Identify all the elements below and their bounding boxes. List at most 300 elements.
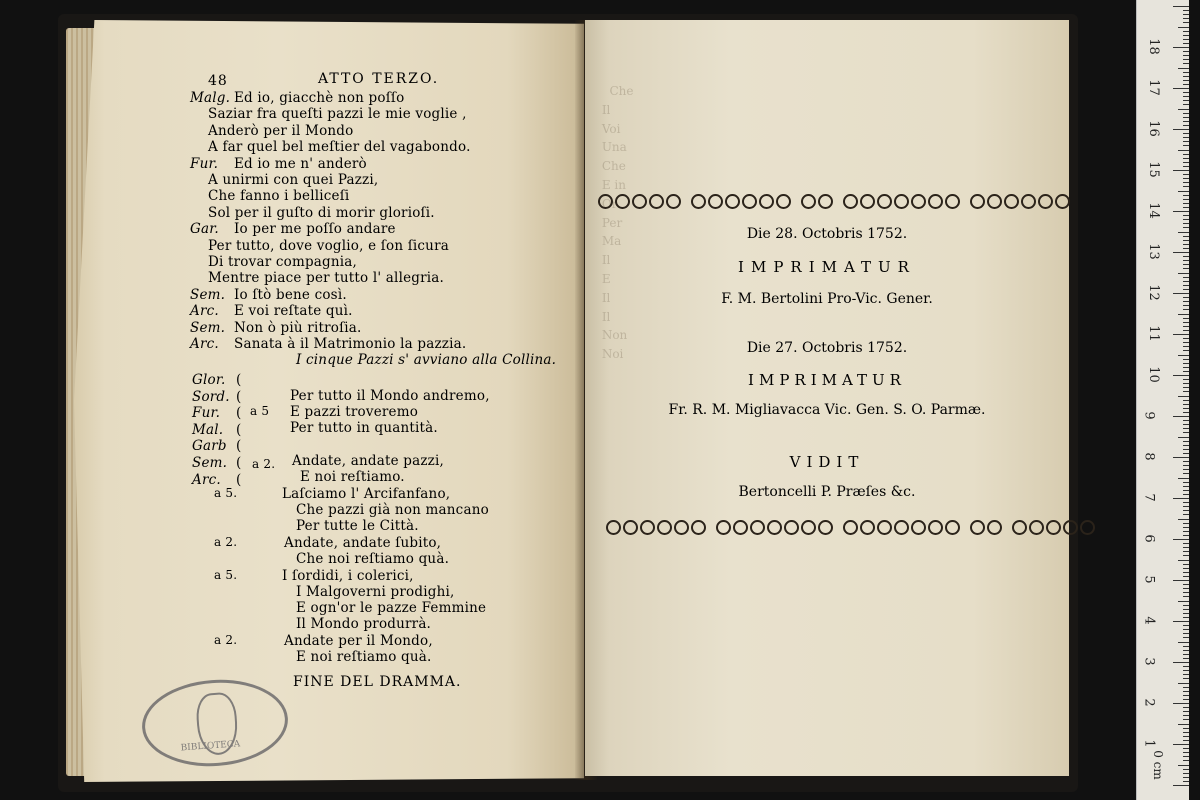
ruler-tick <box>1183 236 1189 237</box>
ruler-number: 2 <box>1141 698 1157 707</box>
ruler-tick <box>1183 547 1189 548</box>
ruler-tick <box>1183 285 1189 286</box>
ornament-ring <box>742 194 757 209</box>
ruler-tick <box>1183 391 1189 392</box>
brace-mark: ( <box>236 471 242 488</box>
ruler-tick <box>1183 359 1189 360</box>
ruler-tick <box>1178 478 1189 479</box>
dialogue-line: Di trovar compagnia, <box>208 254 358 270</box>
ruler-tick <box>1178 519 1189 520</box>
ruler-tick <box>1183 740 1189 741</box>
running-header: ATTO TERZO. <box>318 71 440 87</box>
chorus-speaker: Glor. <box>192 372 226 388</box>
ruler-tick <box>1183 145 1189 146</box>
ruler-tick <box>1183 629 1189 630</box>
chorus-line: Che noi reſtiamo quà. <box>296 551 450 567</box>
ruler-tick <box>1183 781 1189 782</box>
ornament-ring <box>945 194 960 209</box>
ruler-number: 1 <box>1141 739 1157 748</box>
ruler-tick <box>1183 633 1189 634</box>
ornament-ring <box>716 520 731 535</box>
ornament-ring <box>911 520 926 535</box>
ornament-ring <box>945 520 960 535</box>
chorus-mark: a 5 <box>250 404 270 418</box>
ornament-ring <box>987 520 1002 535</box>
speaker-name: Sem. <box>190 286 226 303</box>
ornament-ring <box>1055 194 1070 209</box>
ornament-ring <box>1080 520 1095 535</box>
ruler-tick <box>1173 580 1189 581</box>
ornament-ring <box>818 520 833 535</box>
ruler-tick <box>1183 346 1189 347</box>
ruler-tick <box>1183 756 1189 757</box>
ruler-tick <box>1183 502 1189 503</box>
ornament-ring <box>759 194 774 209</box>
dialogue-line: Anderò per il Mondo <box>208 122 354 139</box>
ruler-tick <box>1183 264 1189 265</box>
ornament-ring <box>640 520 655 535</box>
ruler-tick <box>1183 199 1189 200</box>
ruler-tick <box>1183 613 1189 614</box>
ornament-gap <box>962 522 968 533</box>
ornament-ring <box>674 520 689 535</box>
show-through-text: Che Il Voi Una Che E in Or Per Ma Il E Il Il Non Noi <box>601 84 634 362</box>
ruler-number: 4 <box>1141 616 1157 625</box>
stamp-text: BIBLIOTECA <box>180 739 241 754</box>
ruler-tick <box>1183 178 1189 179</box>
ruler-tick <box>1183 43 1189 44</box>
ruler-tick <box>1183 104 1189 105</box>
ruler-tick <box>1173 375 1189 376</box>
ruler-tick <box>1183 330 1189 331</box>
ruler-tick <box>1173 744 1189 745</box>
ruler-tick <box>1183 736 1189 737</box>
ruler-tick <box>1183 711 1189 712</box>
ruler-tick <box>1183 342 1189 343</box>
ruler-tick <box>1173 293 1189 294</box>
part-marker: a 5. <box>214 486 238 500</box>
ruler-tick <box>1178 355 1189 356</box>
ruler-tick <box>1183 523 1189 524</box>
ruler-tick <box>1183 240 1189 241</box>
ruler-tick <box>1183 564 1189 565</box>
ruler-tick <box>1183 31 1189 32</box>
ruler-number: 3 <box>1141 657 1157 666</box>
imprimatur-2: IMPRIMATUR <box>748 371 906 389</box>
ornament-ring <box>615 194 630 209</box>
ruler-number: 12 <box>1145 284 1161 301</box>
ruler-tick <box>1183 707 1189 708</box>
ruler-tick <box>1183 531 1189 532</box>
page-number: 48 <box>208 73 228 89</box>
ruler-tick <box>1183 371 1189 372</box>
ruler-tick <box>1183 227 1189 228</box>
ruler-tick <box>1183 428 1189 429</box>
ruler-tick <box>1183 96 1189 97</box>
ruler-tick <box>1173 6 1189 7</box>
ornament-gap <box>835 522 841 533</box>
speaker-name: Arc. <box>190 303 219 320</box>
ruler-tick <box>1183 162 1189 163</box>
ornament-ring <box>1038 194 1053 209</box>
ruler-tick <box>1173 662 1189 663</box>
ornament-gap <box>683 196 689 207</box>
date-2: Die 27. Octobris 1752. <box>746 340 908 356</box>
ornament-ring <box>877 520 892 535</box>
ornament-ring <box>894 520 909 535</box>
ruler-tick <box>1178 683 1189 684</box>
ruler-tick <box>1183 182 1189 183</box>
speaker-name: Arc. <box>190 336 219 352</box>
ruler-tick <box>1183 506 1189 507</box>
ruler-tick <box>1183 72 1189 73</box>
ruler-tick <box>1183 158 1189 159</box>
ruler-tick <box>1183 137 1189 138</box>
ruler-number: 14 <box>1145 202 1161 219</box>
ruler-tick <box>1183 617 1189 618</box>
chorus-line: E ogn'or le pazze Femmine <box>296 600 487 616</box>
ruler-tick <box>1183 445 1189 446</box>
chorus-speaker: Sord. <box>192 388 230 405</box>
ornament-ring <box>970 520 985 535</box>
ruler-number: 5 <box>1141 575 1157 584</box>
ruler-tick <box>1173 539 1189 540</box>
ruler-tick <box>1178 150 1189 151</box>
ruler-tick <box>1183 473 1189 474</box>
ruler-tick <box>1178 396 1189 397</box>
ruler-tick <box>1183 14 1189 15</box>
ornament-ring <box>666 194 681 209</box>
chorus-line: Laſciamo l' Arcifanfano, <box>282 486 451 502</box>
ruler-tick <box>1183 215 1189 216</box>
ruler-tick <box>1183 728 1189 729</box>
ruler-tick <box>1183 408 1189 409</box>
ornament-ring <box>987 194 1002 209</box>
ruler-tick <box>1183 289 1189 290</box>
dialogue-line: Saziar fra queſti pazzi le mie voglie , <box>208 106 467 123</box>
ruler-tick <box>1183 441 1189 442</box>
ornament-ring <box>970 194 985 209</box>
ruler-tick <box>1183 305 1189 306</box>
ruler-tick <box>1183 256 1189 257</box>
ruler-tick <box>1178 314 1189 315</box>
ornament-ring <box>801 194 816 209</box>
ruler-tick <box>1183 195 1189 196</box>
ruler-tick <box>1183 424 1189 425</box>
ornament-ring <box>877 194 892 209</box>
ruler-tick <box>1183 543 1189 544</box>
ruler-tick <box>1183 39 1189 40</box>
ruler-tick <box>1183 469 1189 470</box>
ruler-tick <box>1183 281 1189 282</box>
ruler-tick <box>1183 322 1189 323</box>
ruler-tick <box>1183 100 1189 101</box>
ruler-tick <box>1183 166 1189 167</box>
speaker-name: Malg. <box>190 90 231 106</box>
ruler-tick <box>1183 113 1189 114</box>
ornament-gap <box>1004 522 1010 533</box>
ornament-gap <box>793 196 799 207</box>
ruler-tick <box>1183 412 1189 413</box>
ruler-tick <box>1183 244 1189 245</box>
chorus-line: Andate, andate pazzi, <box>292 453 444 469</box>
vidit-heading: VIDIT <box>789 453 865 471</box>
ornament-ring <box>649 194 664 209</box>
ruler-tick <box>1183 55 1189 56</box>
ruler-number: 16 <box>1145 120 1161 137</box>
ruler-tick <box>1183 141 1189 142</box>
ruler-tick <box>1183 535 1189 536</box>
brace-mark: ( <box>236 455 242 471</box>
ruler-number: 6 <box>1141 534 1157 543</box>
ornament-ring <box>750 520 765 535</box>
ornament-ring <box>1063 520 1078 535</box>
ruler-tick <box>1183 432 1189 433</box>
signer-1: F. M. Bertolini Pro-Vic. Gener. <box>721 291 933 307</box>
chorus-mark: a 2. <box>252 457 276 471</box>
ruler-tick <box>1183 63 1189 64</box>
ornament-gap <box>708 522 714 533</box>
chorus-line: Andate per il Mondo, <box>284 633 433 649</box>
ruler-tick <box>1183 92 1189 93</box>
ruler-tick <box>1183 777 1189 778</box>
ruler-tick <box>1183 59 1189 60</box>
ruler-number: 10 <box>1145 366 1161 383</box>
ornament-ring <box>725 194 740 209</box>
dialogue-line: Ed io, giacchè non poſſo <box>234 90 405 106</box>
ruler-tick <box>1173 334 1189 335</box>
speaker-name: Sem. <box>190 319 226 336</box>
ruler-tick <box>1183 572 1189 573</box>
ruler-tick <box>1183 277 1189 278</box>
ruler-tick <box>1183 219 1189 220</box>
ruler-tick <box>1183 609 1189 610</box>
ornament-ring <box>691 520 706 535</box>
ruler-number: 15 <box>1145 161 1161 178</box>
ruler-tick <box>1178 68 1189 69</box>
ruler-number: 17 <box>1145 79 1161 96</box>
ornament-ring <box>1012 520 1027 535</box>
ruler-tick <box>1183 687 1189 688</box>
brace-mark: ( <box>236 372 242 388</box>
ornament-ring <box>1004 194 1019 209</box>
chorus-line: Andate, andate ſubito, <box>284 535 442 551</box>
part-marker: a 2. <box>214 535 238 549</box>
dialogue-line: Ed io me n' anderò <box>234 155 367 172</box>
ruler-tick <box>1173 498 1189 499</box>
ruler-tick <box>1183 22 1189 23</box>
ornament-ring <box>632 194 647 209</box>
ruler-tick <box>1183 514 1189 515</box>
ornament-ring <box>623 520 638 535</box>
ornament-ring <box>1046 520 1061 535</box>
ruler-tick <box>1183 387 1189 388</box>
chorus-speaker: Mal. <box>192 421 224 438</box>
ruler-tick <box>1183 551 1189 552</box>
dialogue-line: A far quel bel meſtier del vagabondo. <box>208 139 471 156</box>
ornament-ring <box>657 520 672 535</box>
ornament-top <box>598 190 1070 212</box>
ruler-tick <box>1183 510 1189 511</box>
chorus-line: Che pazzi già non mancano <box>296 502 489 518</box>
ruler-tick <box>1183 301 1189 302</box>
ruler-tick <box>1183 154 1189 155</box>
ruler-tick <box>1183 363 1189 364</box>
dialogue-line: Che fanno i belliceſi <box>208 188 350 205</box>
ruler-tick <box>1178 273 1189 274</box>
ruler-tick <box>1183 769 1189 770</box>
ruler-tick <box>1183 453 1189 454</box>
ruler-tick <box>1183 699 1189 700</box>
ornament-ring <box>911 194 926 209</box>
dialogue-line: Io per me poſſo andare <box>234 221 396 238</box>
ruler-tick <box>1173 47 1189 48</box>
ornament-ring <box>801 520 816 535</box>
dialogue-line: E voi reſtate quì. <box>234 303 353 320</box>
ruler-tick <box>1183 338 1189 339</box>
ruler-number: 7 <box>1141 493 1157 502</box>
dialogue-line: Mentre piace per tutto l' allegria. <box>208 270 445 287</box>
ruler-tick <box>1183 420 1189 421</box>
ruler-number: 9 <box>1141 411 1157 420</box>
ruler-tick <box>1173 252 1189 253</box>
ruler-tick <box>1183 248 1189 249</box>
ruler-tick <box>1178 232 1189 233</box>
ruler-tick <box>1183 486 1189 487</box>
ruler-tick <box>1173 785 1189 786</box>
dialogue-line: Per tutto, dove voglio, e ſon ſicura <box>208 237 449 254</box>
speaker-name: Fur. <box>190 155 219 172</box>
chorus-line: E noi reſtiamo. <box>300 469 405 485</box>
ornament-ring <box>733 520 748 535</box>
ornament-ring <box>776 194 791 209</box>
ruler-number: 8 <box>1141 452 1157 461</box>
dialogue-line: Sol per il guſto di morir glorioſi. <box>208 204 435 221</box>
ruler-tick <box>1183 383 1189 384</box>
ruler-tick <box>1178 27 1189 28</box>
ruler-number: 18 <box>1145 38 1161 55</box>
ruler-tick <box>1178 109 1189 110</box>
date-1: Die 28. Octobris 1752. <box>746 226 908 242</box>
ruler-tick <box>1173 416 1189 417</box>
ruler-tick <box>1178 191 1189 192</box>
ornament-bottom <box>606 516 1095 538</box>
ruler-tick <box>1183 527 1189 528</box>
ruler-tick <box>1183 223 1189 224</box>
ornament-gap <box>962 196 968 207</box>
ruler-tick <box>1183 596 1189 597</box>
signer-3: Bertoncelli P. Præſes &c. <box>738 484 916 500</box>
ornament-ring <box>767 520 782 535</box>
ruler-number: 11 <box>1145 325 1161 342</box>
ruler-tick <box>1183 678 1189 679</box>
chorus-speaker: Sem. <box>192 455 228 471</box>
chorus-speaker: Garb <box>192 438 227 455</box>
ruler-tick <box>1183 51 1189 52</box>
signer-2: Fr. R. M. Migliavacca Vic. Gen. S. O. Parmæ. <box>668 402 986 418</box>
part-marker: a 5. <box>214 568 238 582</box>
ruler-tick <box>1183 695 1189 696</box>
chorus-line: I Malgoverni prodighi, <box>296 584 455 600</box>
ruler-tick <box>1183 400 1189 401</box>
ruler-tick <box>1178 724 1189 725</box>
ruler-tick <box>1183 625 1189 626</box>
ornament-ring <box>818 194 833 209</box>
ruler-tick <box>1183 125 1189 126</box>
ornament-ring <box>928 520 943 535</box>
measurement-ruler <box>1136 0 1189 800</box>
ruler-tick <box>1183 490 1189 491</box>
ornament-ring <box>860 194 875 209</box>
ruler-tick <box>1178 642 1189 643</box>
ruler-tick <box>1183 465 1189 466</box>
chorus-line: Per tutte le Città. <box>296 518 419 534</box>
ornament-ring <box>928 194 943 209</box>
ruler-tick <box>1178 601 1189 602</box>
ornament-ring <box>606 520 621 535</box>
ruler-tick <box>1183 584 1189 585</box>
chorus-line: E pazzi troveremo <box>290 404 419 420</box>
ruler-tick <box>1183 326 1189 327</box>
ruler-tick <box>1183 592 1189 593</box>
ruler-tick <box>1183 203 1189 204</box>
ruler-tick <box>1183 568 1189 569</box>
ruler-tick <box>1183 494 1189 495</box>
ornament-ring <box>843 194 858 209</box>
ruler-tick <box>1183 461 1189 462</box>
ruler-unit-label: 0 cm <box>1150 750 1165 780</box>
chorus-speaker: Fur. <box>192 405 221 422</box>
ruler-tick <box>1183 670 1189 671</box>
ruler-tick <box>1183 715 1189 716</box>
ruler-tick <box>1173 621 1189 622</box>
chorus-speaker: Arc. <box>192 471 221 488</box>
ruler-tick <box>1173 211 1189 212</box>
ruler-tick <box>1173 88 1189 89</box>
ruler-tick <box>1183 117 1189 118</box>
ruler-tick <box>1183 367 1189 368</box>
ruler-tick <box>1183 18 1189 19</box>
ruler-tick <box>1183 133 1189 134</box>
ruler-tick <box>1183 773 1189 774</box>
ruler-tick <box>1183 260 1189 261</box>
ruler-tick <box>1183 297 1189 298</box>
ruler-tick <box>1183 760 1189 761</box>
chorus-line: Per tutto in quantità. <box>290 420 438 436</box>
ruler-tick <box>1183 666 1189 667</box>
dialogue-line: Sanata à il Matrimonio la pazzia. <box>234 336 467 352</box>
ruler-tick <box>1183 658 1189 659</box>
brace-mark: ( <box>236 388 242 405</box>
dialogue-line: Io ſtò bene così. <box>234 286 347 303</box>
ruler-tick <box>1183 350 1189 351</box>
ruler-tick <box>1183 174 1189 175</box>
ruler-tick <box>1183 186 1189 187</box>
ornament-ring <box>784 520 799 535</box>
chorus-line: Il Mondo produrrà. <box>296 616 432 632</box>
ruler-tick <box>1183 719 1189 720</box>
ruler-tick <box>1183 654 1189 655</box>
ruler-tick <box>1183 207 1189 208</box>
ornament-ring <box>894 194 909 209</box>
ornament-ring <box>691 194 706 209</box>
ruler-tick <box>1183 80 1189 81</box>
ruler-tick <box>1183 650 1189 651</box>
ruler-tick <box>1183 482 1189 483</box>
ruler-tick <box>1183 449 1189 450</box>
ruler-tick <box>1173 703 1189 704</box>
ornament-ring <box>1021 194 1036 209</box>
